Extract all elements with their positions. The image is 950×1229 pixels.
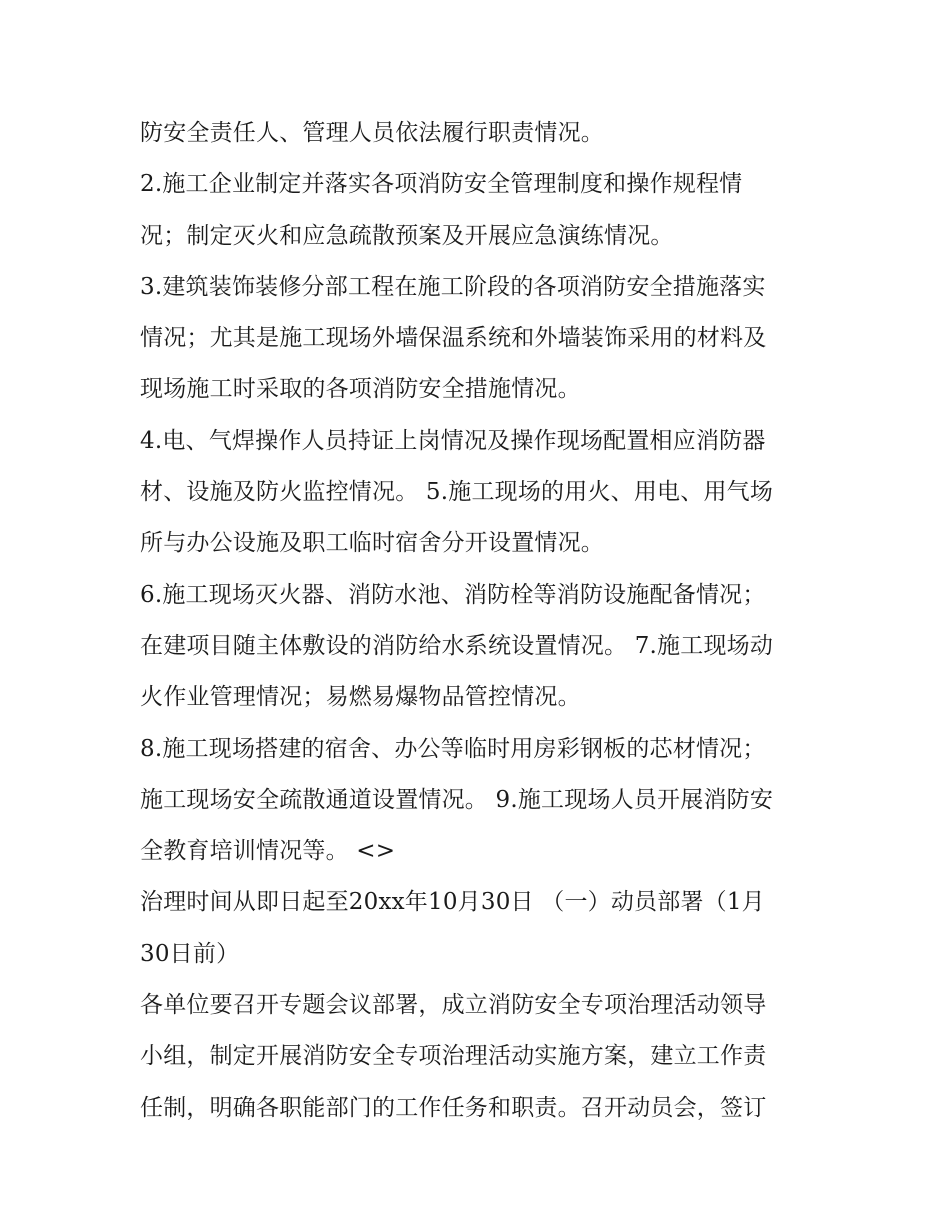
- text-line: 治理时间从即日起至20xx年10月30日 （一）动员部署（1月: [140, 889, 765, 916]
- text-line: 火作业管理情况；易燃易爆物品管控情况。: [140, 684, 581, 711]
- text-line: 2.施工企业制定并落实各项消防安全管理制度和操作规程情: [140, 171, 743, 198]
- document-body: [140, 108, 820, 1134]
- text-line: 4.电、气焊操作人员持证上岗情况及操作现场配置相应消防器: [140, 427, 766, 454]
- text-line: 6.施工现场灭火器、消防水池、消防栓等消防设施配备情况；: [140, 581, 766, 608]
- text-line: 3.建筑装饰装修分部工程在施工阶段的各项消防安全措施落实: [140, 273, 766, 300]
- text-line: 防安全责任人、管理人员依法履行职责情况。: [140, 120, 604, 146]
- text-line: 所与办公设施及职工临时宿舍分开设置情况。: [140, 530, 604, 557]
- text-line: 任制，明确各职能部门的工作任务和职责。召开动员会，签订: [140, 1094, 767, 1121]
- text-line: 情况；尤其是施工现场外墙保温系统和外墙装饰采用的材料及: [140, 325, 767, 352]
- text-line: 现场施工时采取的各项消防安全措施情况。: [140, 376, 581, 403]
- text-line: 8.施工现场搭建的宿舍、办公等临时用房彩钢板的芯材情况；: [140, 735, 766, 762]
- text-line: 施工现场安全疏散通道设置情况。 9.施工现场人员开展消防安: [140, 786, 774, 813]
- text-line: 30日前）: [140, 940, 240, 967]
- text-line: 在建项目随主体敷设的消防给水系统设置情况。 7.施工现场动: [140, 632, 774, 659]
- text-line: 材、设施及防火监控情况。 5.施工现场的用火、用电、用气场: [140, 479, 774, 506]
- text-line: 小组，制定开展消防安全专项治理活动实施方案，建立工作责: [140, 1043, 767, 1070]
- text-line: 况；制定灭火和应急疏散预案及开展应急演练情况。: [140, 222, 674, 249]
- text-line: 全教育培训情况等。 <>: [140, 838, 396, 865]
- text-line: 各单位要召开专题会议部署，成立消防安全专项治理活动领导: [140, 992, 767, 1019]
